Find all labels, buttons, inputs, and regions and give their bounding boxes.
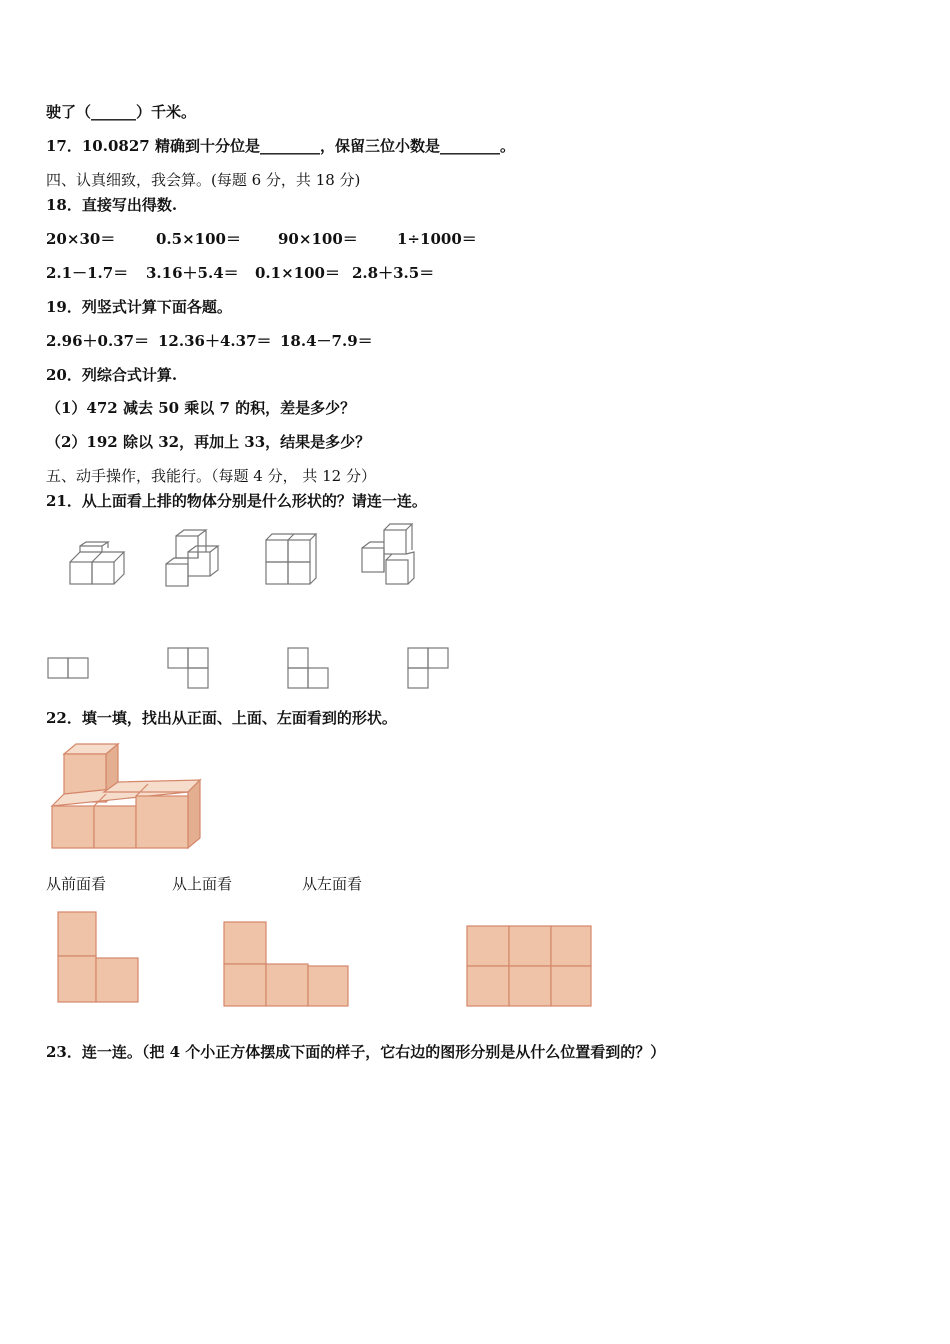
question-20-part-1: （1）472 减去 50 乘以 7 的积，差是多少？ bbox=[46, 399, 356, 417]
question-23: 23．连一连。（把 4 个小正方体摆成下面的样子，它右边的图形分别是从什么位置看到的？） bbox=[46, 1043, 666, 1061]
top-view-shape-1 bbox=[46, 654, 92, 680]
calc-item: 3.16＋5.4＝ bbox=[146, 264, 239, 282]
calc-item: 1÷1000＝ bbox=[397, 230, 477, 248]
calc-item: 20×30＝ bbox=[46, 230, 116, 248]
left-view-label: 从左面看 bbox=[302, 875, 363, 893]
top-view-shape-4 bbox=[404, 644, 454, 690]
question-17: 17．10.0827 精确到十分位是________，保留三位小数是________。 bbox=[46, 137, 515, 155]
cube-arrangement-3d bbox=[48, 740, 208, 854]
wire-cube-figure-4 bbox=[356, 522, 426, 588]
top-view-shape bbox=[222, 920, 352, 1008]
calc-item: 90×100＝ bbox=[278, 230, 358, 248]
wire-cube-figure-3 bbox=[262, 532, 320, 588]
top-view-label: 从上面看 bbox=[172, 875, 233, 893]
question-19: 19．列竖式计算下面各题。 bbox=[46, 298, 232, 316]
top-view-shape-3 bbox=[284, 644, 332, 690]
calc-item: 0.1×100＝ bbox=[255, 264, 340, 282]
question-22: 22．填一填，找出从正面、上面、左面看到的形状。 bbox=[46, 709, 397, 727]
top-view-shape-2 bbox=[164, 644, 212, 690]
calc-item: 2.8＋3.5＝ bbox=[352, 264, 435, 282]
front-view-shape bbox=[56, 910, 142, 1004]
line-continuation: 驶了（______）千米。 bbox=[46, 103, 197, 121]
calc-item: 0.5×100＝ bbox=[156, 230, 241, 248]
calc-item: 2.1－1.7＝ bbox=[46, 264, 129, 282]
question-20: 20．列综合式计算. bbox=[46, 366, 178, 384]
calc-item: 12.36＋4.37＝ bbox=[158, 332, 272, 350]
question-21: 21．从上面看上排的物体分别是什么形状的？请连一连。 bbox=[46, 492, 427, 510]
section-5-heading: 五、动手操作，我能行。（每题 4 分， 共 12 分） bbox=[46, 467, 376, 485]
wire-cube-figure-2 bbox=[160, 528, 226, 590]
front-view-label: 从前面看 bbox=[46, 875, 107, 893]
wire-cube-figure-1 bbox=[66, 540, 126, 588]
left-view-shape bbox=[465, 924, 595, 1008]
calc-item: 2.96＋0.37＝ bbox=[46, 332, 150, 350]
calc-item: 18.4－7.9＝ bbox=[280, 332, 373, 350]
question-18: 18．直接写出得数. bbox=[46, 196, 178, 214]
section-4-heading: 四、认真细致，我会算。(每题 6 分，共 18 分) bbox=[46, 171, 361, 189]
question-20-part-2: （2）192 除以 32，再加上 33，结果是多少？ bbox=[46, 433, 371, 451]
